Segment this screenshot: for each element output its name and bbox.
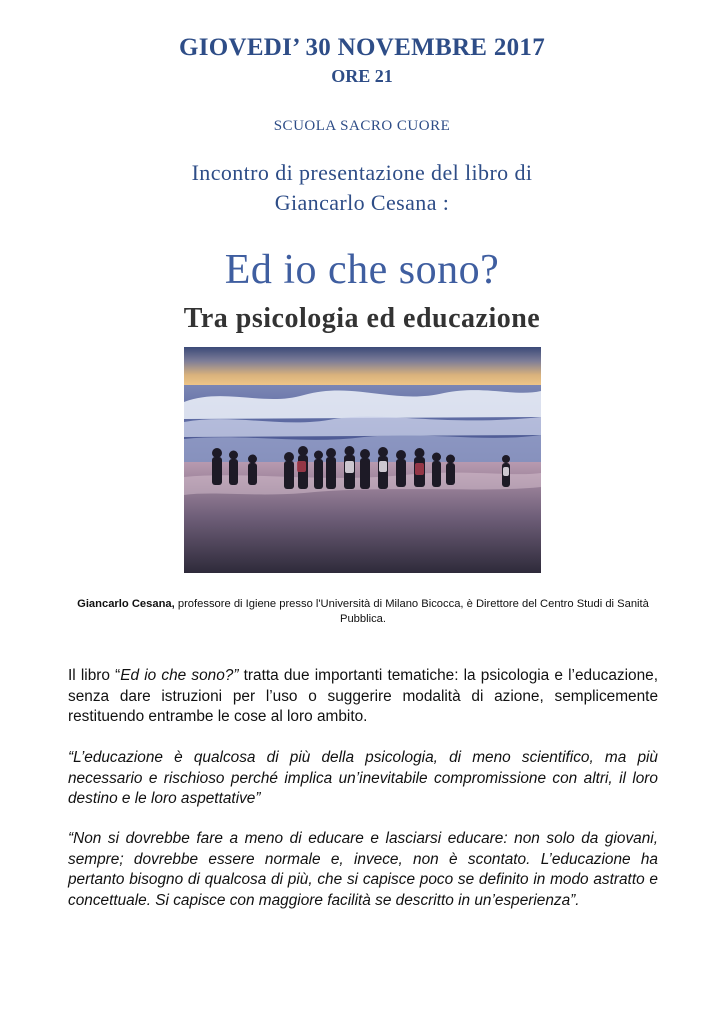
author-caption: [66, 597, 660, 627]
paragraph-intro-text-2: tratta due importanti tematiche: la psicologia e l’educazione, senza dare istruzioni per l’uso o suggerire modalità di azione, semplicemente restituendo entrambe le cose al loro ambito.: [68, 667, 658, 725]
event-date: GIOVEDI’ 30 NOVEMBRE 2017: [178, 34, 546, 61]
cover-photo: [184, 347, 541, 573]
event-venue: SCUOLA SACRO CUORE: [273, 118, 451, 134]
book-subtitle: Tra psicologia ed educazione: [183, 303, 541, 334]
event-time: ORE 21: [331, 66, 393, 86]
author-name: Giancarlo Cesana,: [77, 598, 175, 610]
author-description: professore di Igiene presso l'Università di Milano Bicocca, è Direttore del Centro Studi di Sanità Pubblica.: [174, 598, 649, 625]
beach-sunset-image: [184, 347, 541, 573]
paragraph-intro: [68, 666, 658, 728]
quote-2: “Non si dovrebbe fare a meno di educare e lasciarsi educare: non solo da giovani, sempre; dovrebbe essere normale e, invece, non è scontato. L’educazione ha pertanto bisogno di qualcosa di più, che si capisce poco se definito in modo astratto e concettuale. Si capisce con maggiore facilità se descritto in un’esperienza”.: [68, 830, 658, 909]
book-title-inline: Ed io che sono?”: [120, 667, 239, 684]
intro-line-1: Incontro di presentazione del libro di: [191, 160, 533, 185]
intro-line-2: Giancarlo Cesana :: [274, 190, 450, 215]
quote-1: “L’educazione è qualcosa di più della psicologia, di meno scientifico, ma più necessario e rischioso perché implica un’inevitabile compromissione con altri, il loro destino e le loro aspettative”: [68, 749, 658, 807]
paragraph-intro-text-1: Il libro “: [68, 667, 121, 684]
book-title: Ed io che sono?: [224, 247, 500, 293]
intro-heading: [0, 158, 724, 218]
